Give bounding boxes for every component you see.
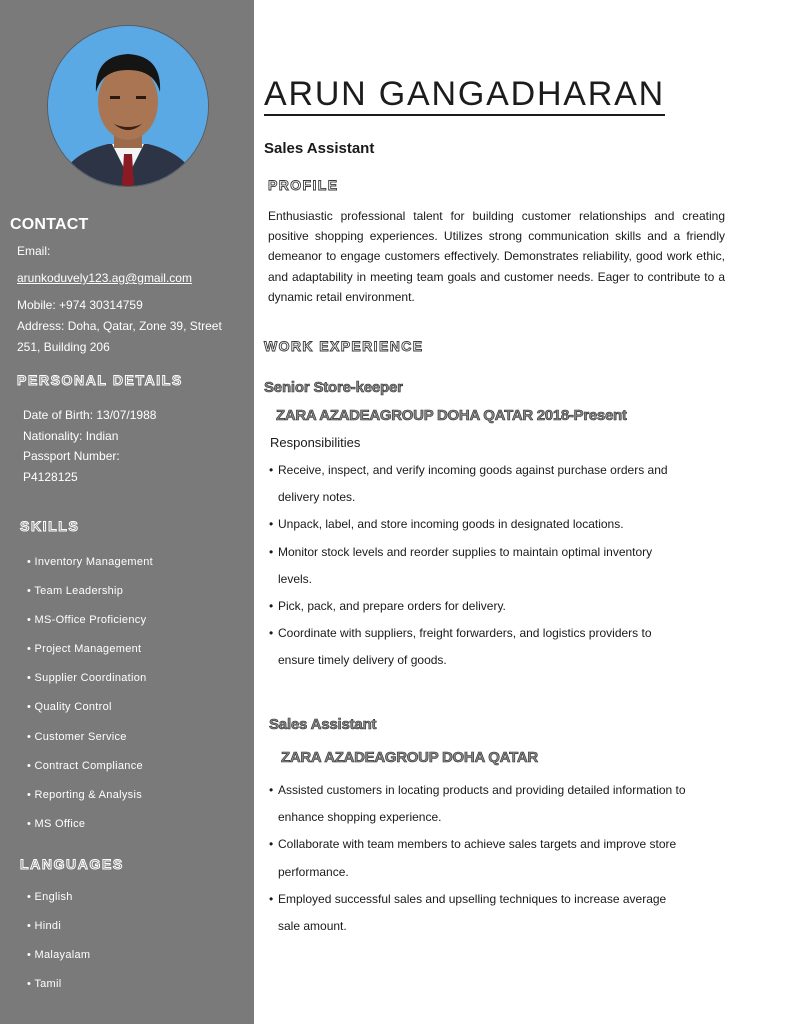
contact-heading: CONTACT <box>10 216 89 233</box>
skill-item: • Contract Compliance <box>27 759 143 772</box>
candidate-name: ARUN GANGADHARAN <box>264 74 665 116</box>
duty-item: • Collaborate with team members to achieve sales targets and improve store performance. <box>269 831 689 885</box>
person-portrait-icon <box>48 26 208 186</box>
address-line-2: 251, Building 206 <box>17 340 110 354</box>
mobile-text: Mobile: +974 30314759 <box>17 298 143 312</box>
duty-item: • Receive, inspect, and verify incoming goods against purchase orders and delivery notes. <box>269 457 689 511</box>
skill-item: • Supplier Coordination <box>27 672 147 685</box>
duty-item: • Assisted customers in locating products and providing detailed information to enhance shopping experience. <box>269 777 689 831</box>
duty-item: • Unpack, label, and store incoming goods in designated locations. <box>269 511 689 538</box>
languages-heading: LANGUAGES <box>20 856 124 872</box>
skill-item: • Reporting & Analysis <box>27 788 143 801</box>
languages-list <box>27 887 90 1003</box>
duty-item: • Coordinate with suppliers, freight forwarders, and logistics providers to ensure timely delivery of goods. <box>269 620 689 674</box>
job-company: ZARA AZADEAGROUP DOHA QATAR <box>281 749 538 766</box>
personal-details-block <box>23 405 233 487</box>
job-title: Sales Assistant <box>269 716 377 733</box>
skill-item: • MS-Office Proficiency <box>27 614 147 627</box>
profile-photo <box>48 26 208 186</box>
skills-list <box>27 552 153 843</box>
skill-item: • Project Management <box>27 643 142 656</box>
nationality-text: Nationality: Indian <box>23 428 119 443</box>
skills-heading: SKILLS <box>20 518 80 534</box>
personal-details-heading: PERSONAL DETAILS <box>17 372 183 388</box>
job-duties-list <box>269 457 689 675</box>
contact-block <box>17 241 247 358</box>
address-line-1: Address: Doha, Qatar, Zone 39, Street <box>17 319 222 333</box>
skill-item: • Team Leadership <box>27 585 124 598</box>
sidebar <box>0 0 254 1024</box>
job-duties-list <box>269 777 689 940</box>
duty-item: • Pick, pack, and prepare orders for delivery. <box>269 593 689 620</box>
job-subtitle: Sales Assistant <box>264 140 375 157</box>
job-company: ZARA AZADEAGROUP DOHA QATAR 2018-Present <box>276 407 627 424</box>
language-item: • Tamil <box>27 978 62 991</box>
duty-item: • Employed successful sales and upselling techniques to increase average sale amount. <box>269 886 689 940</box>
responsibilities-label: Responsibilities <box>270 435 361 450</box>
profile-summary: Enthusiastic professional talent for building customer relationships and creating positive shopping experiences. Utilizes strong communication skills and a friendly demeanor to engage customers effectively. Demonstrates reliability, good work ethic, and adaptability in meeting team goals and customer needs. Eager to contribute to a dynamic retail environment. <box>268 209 725 304</box>
skill-item: • Customer Service <box>27 730 127 743</box>
email-link[interactable]: arunkoduvely123.ag@gmail.com <box>17 271 192 285</box>
skill-item: • Inventory Management <box>27 556 154 568</box>
language-item: • English <box>27 891 73 903</box>
passport-label: Passport Number: <box>23 449 120 463</box>
language-item: • Hindi <box>27 920 62 933</box>
language-item: • Malayalam <box>27 949 91 962</box>
job-title: Senior Store-keeper <box>264 379 403 396</box>
passport-number: P4128125 <box>23 469 78 484</box>
email-label: Email: <box>17 244 51 258</box>
profile-heading: PROFILE <box>268 177 339 193</box>
duty-item: • Monitor stock levels and reorder supplies to maintain optimal inventory levels. <box>269 539 689 593</box>
skill-item: • Quality Control <box>27 701 112 714</box>
work-experience-heading: WORK EXPERIENCE <box>264 338 424 354</box>
skill-item: • MS Office <box>27 817 86 830</box>
dob-text: Date of Birth: 13/07/1988 <box>23 408 157 422</box>
